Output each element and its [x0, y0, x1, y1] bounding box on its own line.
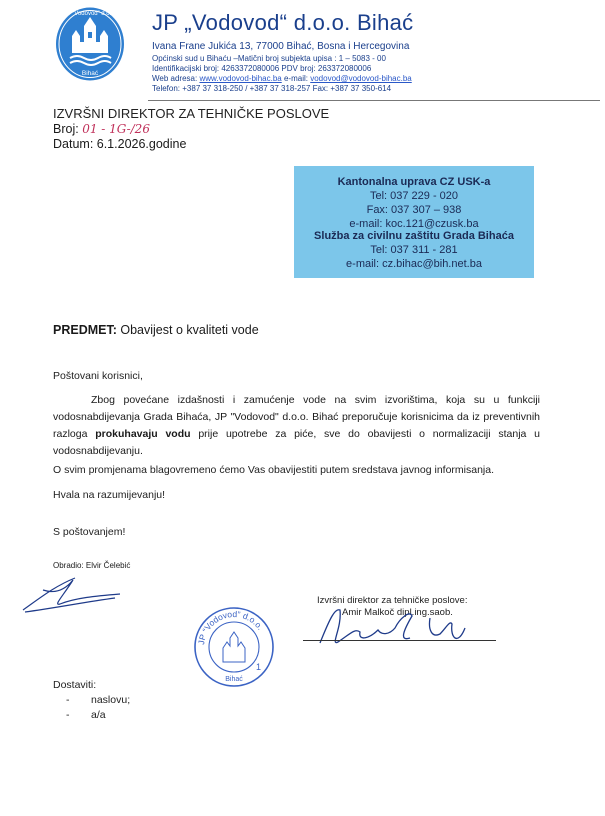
subject-label: PREDMET: [53, 323, 117, 337]
distribution-item: a/a [91, 709, 106, 721]
document-date: Datum: 6.1.2026.godine [53, 137, 187, 151]
recipient-line: Kantonalna uprava CZ USK-a [337, 176, 491, 188]
company-logo [55, 6, 125, 82]
court-registration: Općinski sud u Bihaću –Matični broj subjekta upisa : 1 – 5083 - 00 [152, 54, 386, 63]
director-signature [300, 598, 500, 658]
prepared-by: Obradio: Elvir Čelebić [53, 561, 131, 570]
id-numbers: Identifikacijski broj: 4263372080006 PDV broj: 263372080006 [152, 64, 372, 73]
logo-bottom-text: Bihać [81, 70, 99, 77]
subject-text: Obavijest o kvaliteti vode [116, 323, 259, 337]
web-email-line [152, 74, 412, 83]
stamp-text: JP “Vodovod” d.o.o. [196, 608, 266, 646]
phone-line: Telefon: +387 37 318-250 / +387 37 318-257 Fax: +387 37 350-614 [152, 84, 392, 93]
bullet-dash: - [66, 709, 70, 721]
signer-title: Izvršni direktor za tehničke poslove: [317, 595, 468, 606]
para-emphasis: prokuhavaju vodu [95, 428, 191, 440]
department-title: IZVRŠNI DIREKTOR ZA TEHNIČKE POSLOVE [53, 106, 330, 121]
company-name: JP „Vodovod“ d.o.o. Bihać [152, 10, 414, 35]
logo-top-text: JP “Vodovod” d.o.o. [63, 11, 117, 17]
closing-line: S poštovanjem! [53, 526, 126, 538]
preparer-signature [15, 568, 125, 618]
stamp-city: Bihać [225, 676, 243, 683]
main-paragraph [53, 392, 540, 460]
recipient-line: Služba za civilnu zaštitu Grada Bihaća [314, 230, 514, 242]
recipient-line: Tel: 037 229 - 020 [369, 190, 459, 202]
web-label: Web adresa: [152, 74, 198, 83]
signer-name: Amir Malkoč dipl.ing.saob. [342, 607, 453, 618]
recipient-line: e-mail: koc.121@czusk.ba [349, 218, 479, 230]
greeting: Poštovani korisnici, [53, 370, 143, 382]
second-paragraph: O svim promjenama blagovremeno ćemo Vas obavijestiti putem sredstava javnog informisanja. [53, 464, 495, 476]
email-link[interactable]: vodovod@vodovod-bihac.ba [310, 74, 412, 83]
stamp-number: 1 [256, 662, 262, 672]
reference-number [53, 122, 150, 136]
distribution-label: Dostaviti: [53, 679, 97, 691]
broj-label: Broj: [53, 122, 79, 136]
para-text: prije upotrebe za piće, sve do obavijesti o normalizaciji stanja u vodosnabdijevanju. [53, 428, 540, 457]
broj-handwritten: 01 - 1G-/26 [82, 122, 150, 136]
para-text: Zbog povećane izdašnosti i zamućenje vode na svim izvorištima, koja su u funkciji vodosnabdijevanja Grada Bihaća, JP "Vodovod" d.o.o. Bihać preporučuje korisnicima da iz preventivnih razloga [53, 394, 540, 440]
company-address: Ivana Frane Jukića 13, 77000 Bihać, Bosna i Hercegovina [152, 41, 410, 52]
header-divider [148, 100, 600, 101]
bullet-dash: - [66, 694, 70, 706]
recipient-line: e-mail: cz.bihac@bih.net.ba [346, 258, 482, 270]
signature-line [303, 640, 496, 641]
thanks-line: Hvala na razumijevanju! [53, 489, 166, 501]
recipient-line: Fax: 037 307 – 938 [366, 204, 462, 216]
web-link[interactable]: www.vodovod-bihac.ba [199, 74, 282, 83]
email-label: e-mail: [283, 74, 308, 83]
recipient-box [294, 166, 534, 278]
company-stamp [192, 606, 276, 688]
subject-line [53, 323, 259, 337]
recipient-line: Tel: 037 311 - 281 [370, 244, 458, 256]
distribution-item: naslovu; [91, 694, 131, 706]
